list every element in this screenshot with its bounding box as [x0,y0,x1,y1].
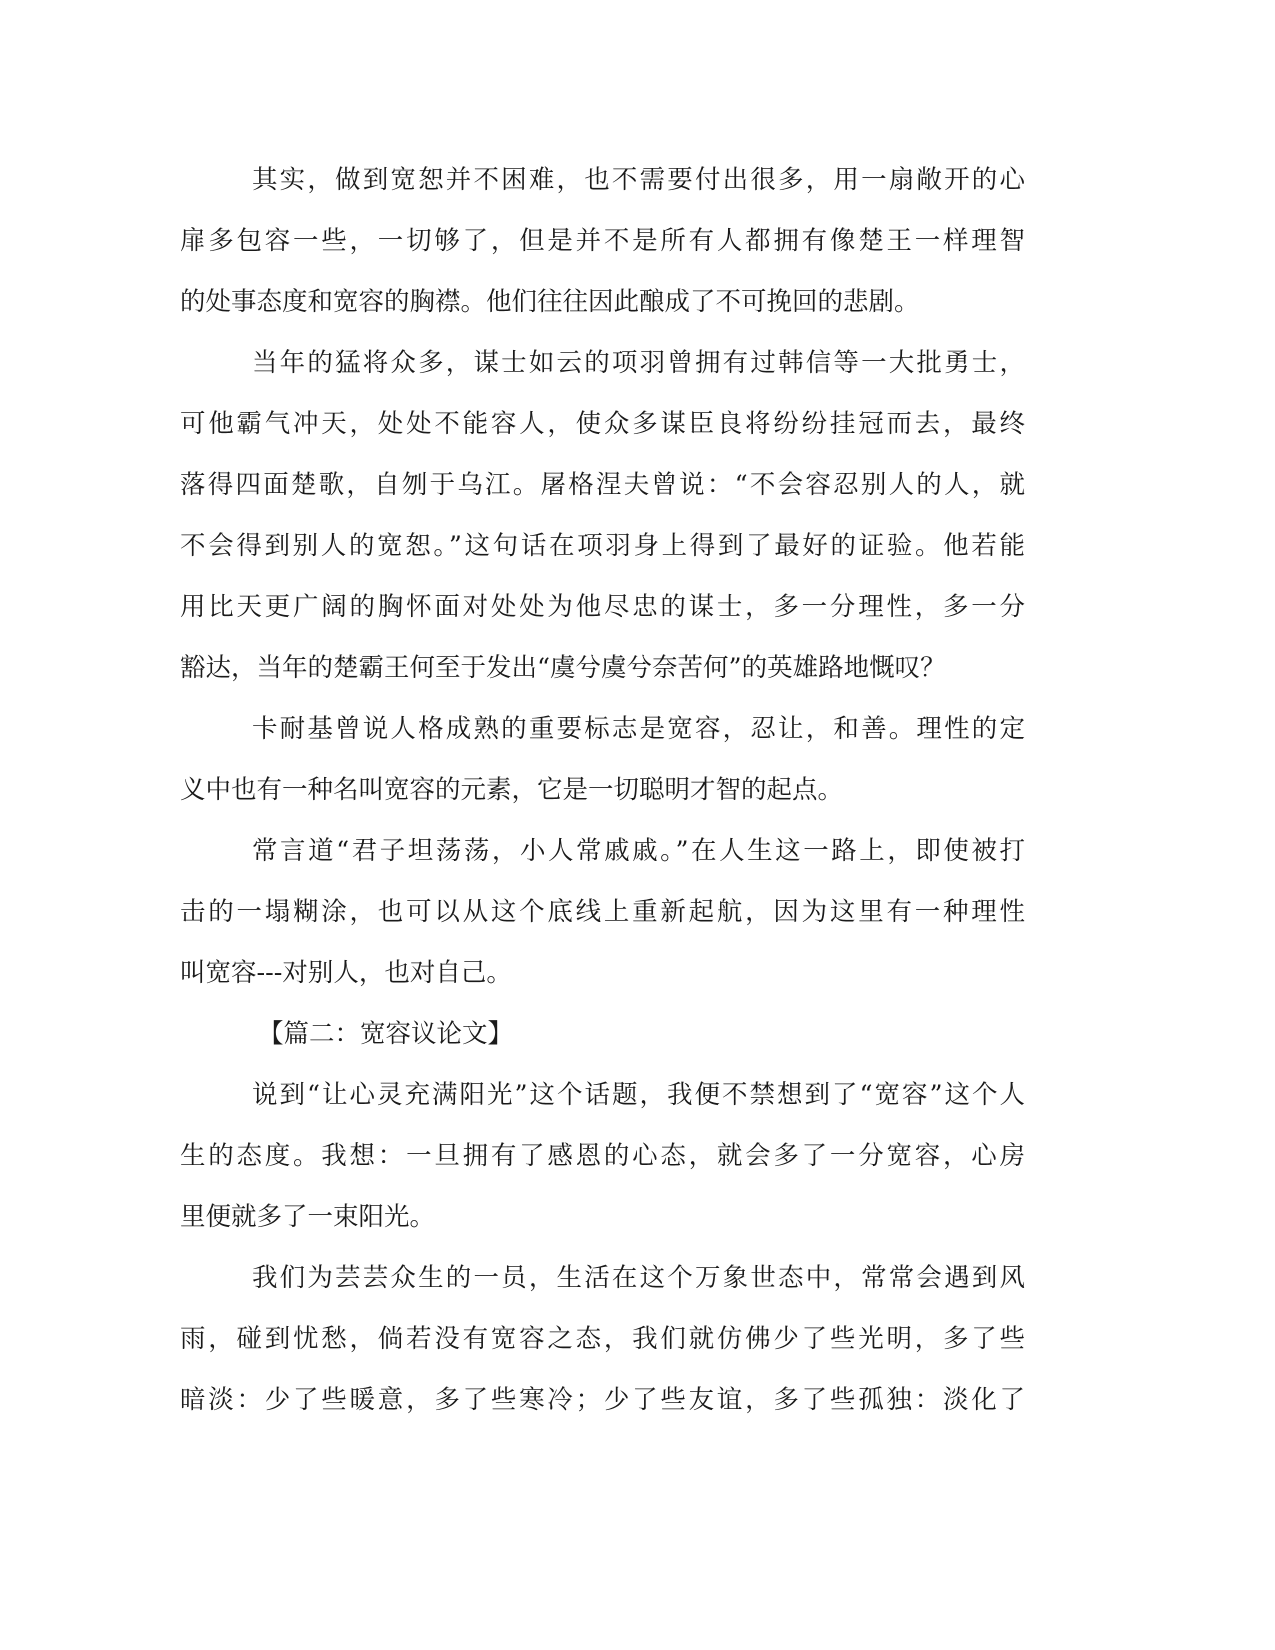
text-line: 暗淡：少了些暖意，多了些寒冷；少了些友谊，多了些孤独：淡化了 [180,1385,1025,1415]
text-line: 扉多包容一些，一切够了，但是并不是所有人都拥有像楚王一样理智 [180,226,1025,256]
text-line: 卡耐基曾说人格成熟的重要标志是宽容，忍让，和善。理性的定 [252,714,1025,744]
section-heading: 【篇二：宽容议论文】 [258,1019,514,1049]
text-line: 落得四面楚歌，自刎于乌江。屠格涅夫曾说：“不会容忍别人的人，就 [180,470,1025,500]
text-line: 常言道“君子坦荡荡，小人常戚戚。”在人生这一路上，即使被打 [252,836,1025,866]
text-line: 豁达，当年的楚霸王何至于发出“虞兮虞兮奈苦何”的英雄路地慨叹？ [180,653,946,683]
text-line: 里便就多了一束阳光。 [180,1202,436,1232]
paragraph-4 [180,821,1025,1004]
text-line: 用比天更广阔的胸怀面对处处为他尽忠的谋士，多一分理性，多一分 [180,592,1025,622]
document-page [180,150,1025,1431]
text-line: 可他霸气冲天，处处不能容人，使众多谋臣良将纷纷挂冠而去，最终 [180,409,1025,439]
paragraph-6 [180,1248,1025,1431]
paragraph-3 [180,699,1025,821]
text-line: 雨，碰到忧愁，倘若没有宽容之态，我们就仿佛少了些光明，多了些 [180,1324,1025,1354]
paragraph-5 [180,1065,1025,1248]
text-line: 我们为芸芸众生的一员，生活在这个万象世态中，常常会遇到风 [252,1263,1025,1293]
text-line: 不会得到别人的宽恕。”这句话在项羽身上得到了最好的证验。他若能 [180,531,1025,561]
text-line: 义中也有一种名叫宽容的元素，它是一切聪明才智的起点。 [180,775,844,805]
text-line: 的处事态度和宽容的胸襟。他们往往因此酿成了不可挽回的悲剧。 [180,287,920,317]
text-line: 击的一塌糊涂，也可以从这个底线上重新起航，因为这里有一种理性 [180,897,1025,927]
paragraph-2 [180,333,1025,699]
text-line: 其实，做到宽恕并不困难，也不需要付出很多，用一扇敞开的心 [252,165,1025,195]
text-line: 生的态度。我想：一旦拥有了感恩的心态，就会多了一分宽容，心房 [180,1141,1025,1171]
text-line: 当年的猛将众多，谋士如云的项羽曾拥有过韩信等一大批勇士， [252,348,1025,378]
text-line: 说到“让心灵充满阳光”这个话题，我便不禁想到了“宽容”这个人 [252,1080,1025,1110]
paragraph-1 [180,150,1025,333]
text-line: 叫宽容---对别人，也对自己。 [180,958,512,988]
